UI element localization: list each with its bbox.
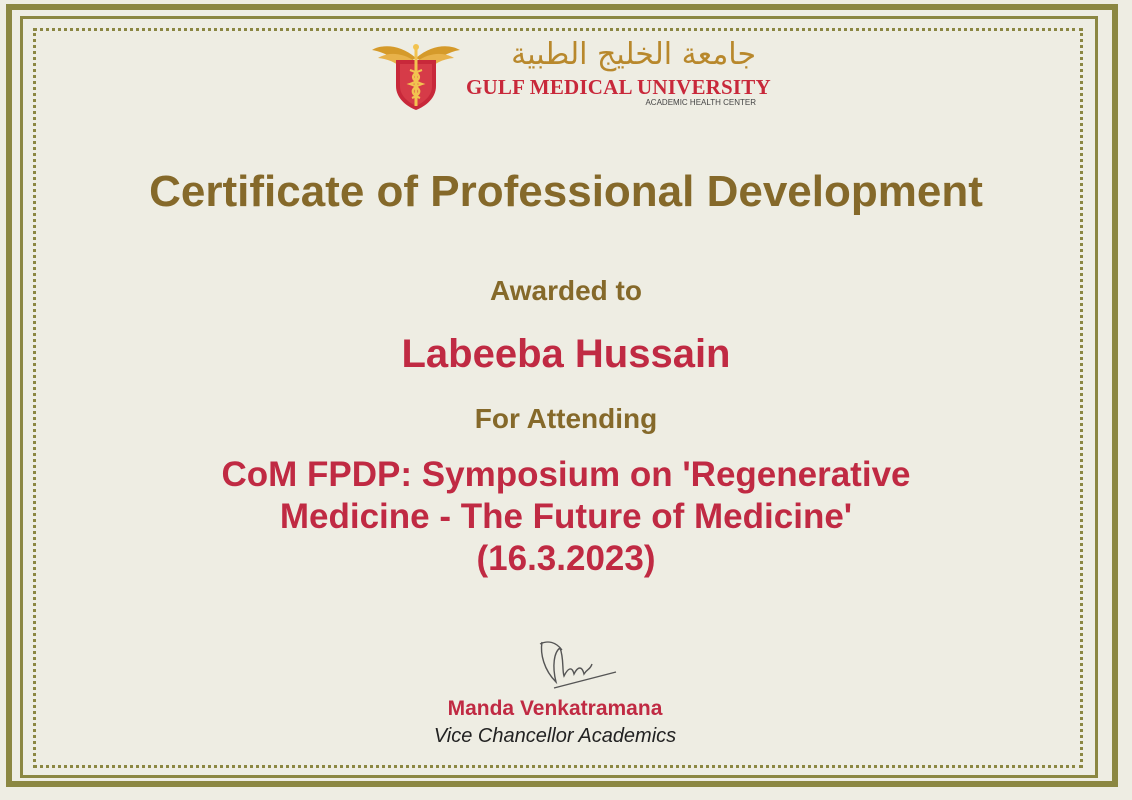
signature-image bbox=[534, 636, 624, 696]
event-title-line-2: Medicine - The Future of Medicine' bbox=[279, 497, 853, 536]
awarded-label: Awarded to bbox=[490, 275, 642, 306]
event-date: (16.3.2023) bbox=[476, 539, 656, 578]
signatory-title: Vice Chancellor Academics bbox=[433, 725, 677, 747]
event-title bbox=[150, 454, 982, 580]
signatory-name: Manda Venkatramana bbox=[447, 697, 663, 720]
caduceus-shield-icon bbox=[370, 36, 462, 112]
university-logo bbox=[370, 36, 771, 112]
for-attending-label: For Attending bbox=[474, 403, 658, 434]
logo-arabic-name: جامعة الخليج الطبية bbox=[511, 37, 756, 72]
logo-subtitle: ACADEMIC HEALTH CENTER bbox=[645, 98, 756, 107]
event-title-line-1: CoM FPDP: Symposium on 'Regenerative bbox=[221, 455, 911, 494]
recipient-name: Labeeba Hussain bbox=[401, 332, 731, 376]
certificate-title: Certificate of Professional Development bbox=[149, 167, 983, 216]
logo-university-name: GULF MEDICAL UNIVERSITY bbox=[466, 75, 771, 99]
